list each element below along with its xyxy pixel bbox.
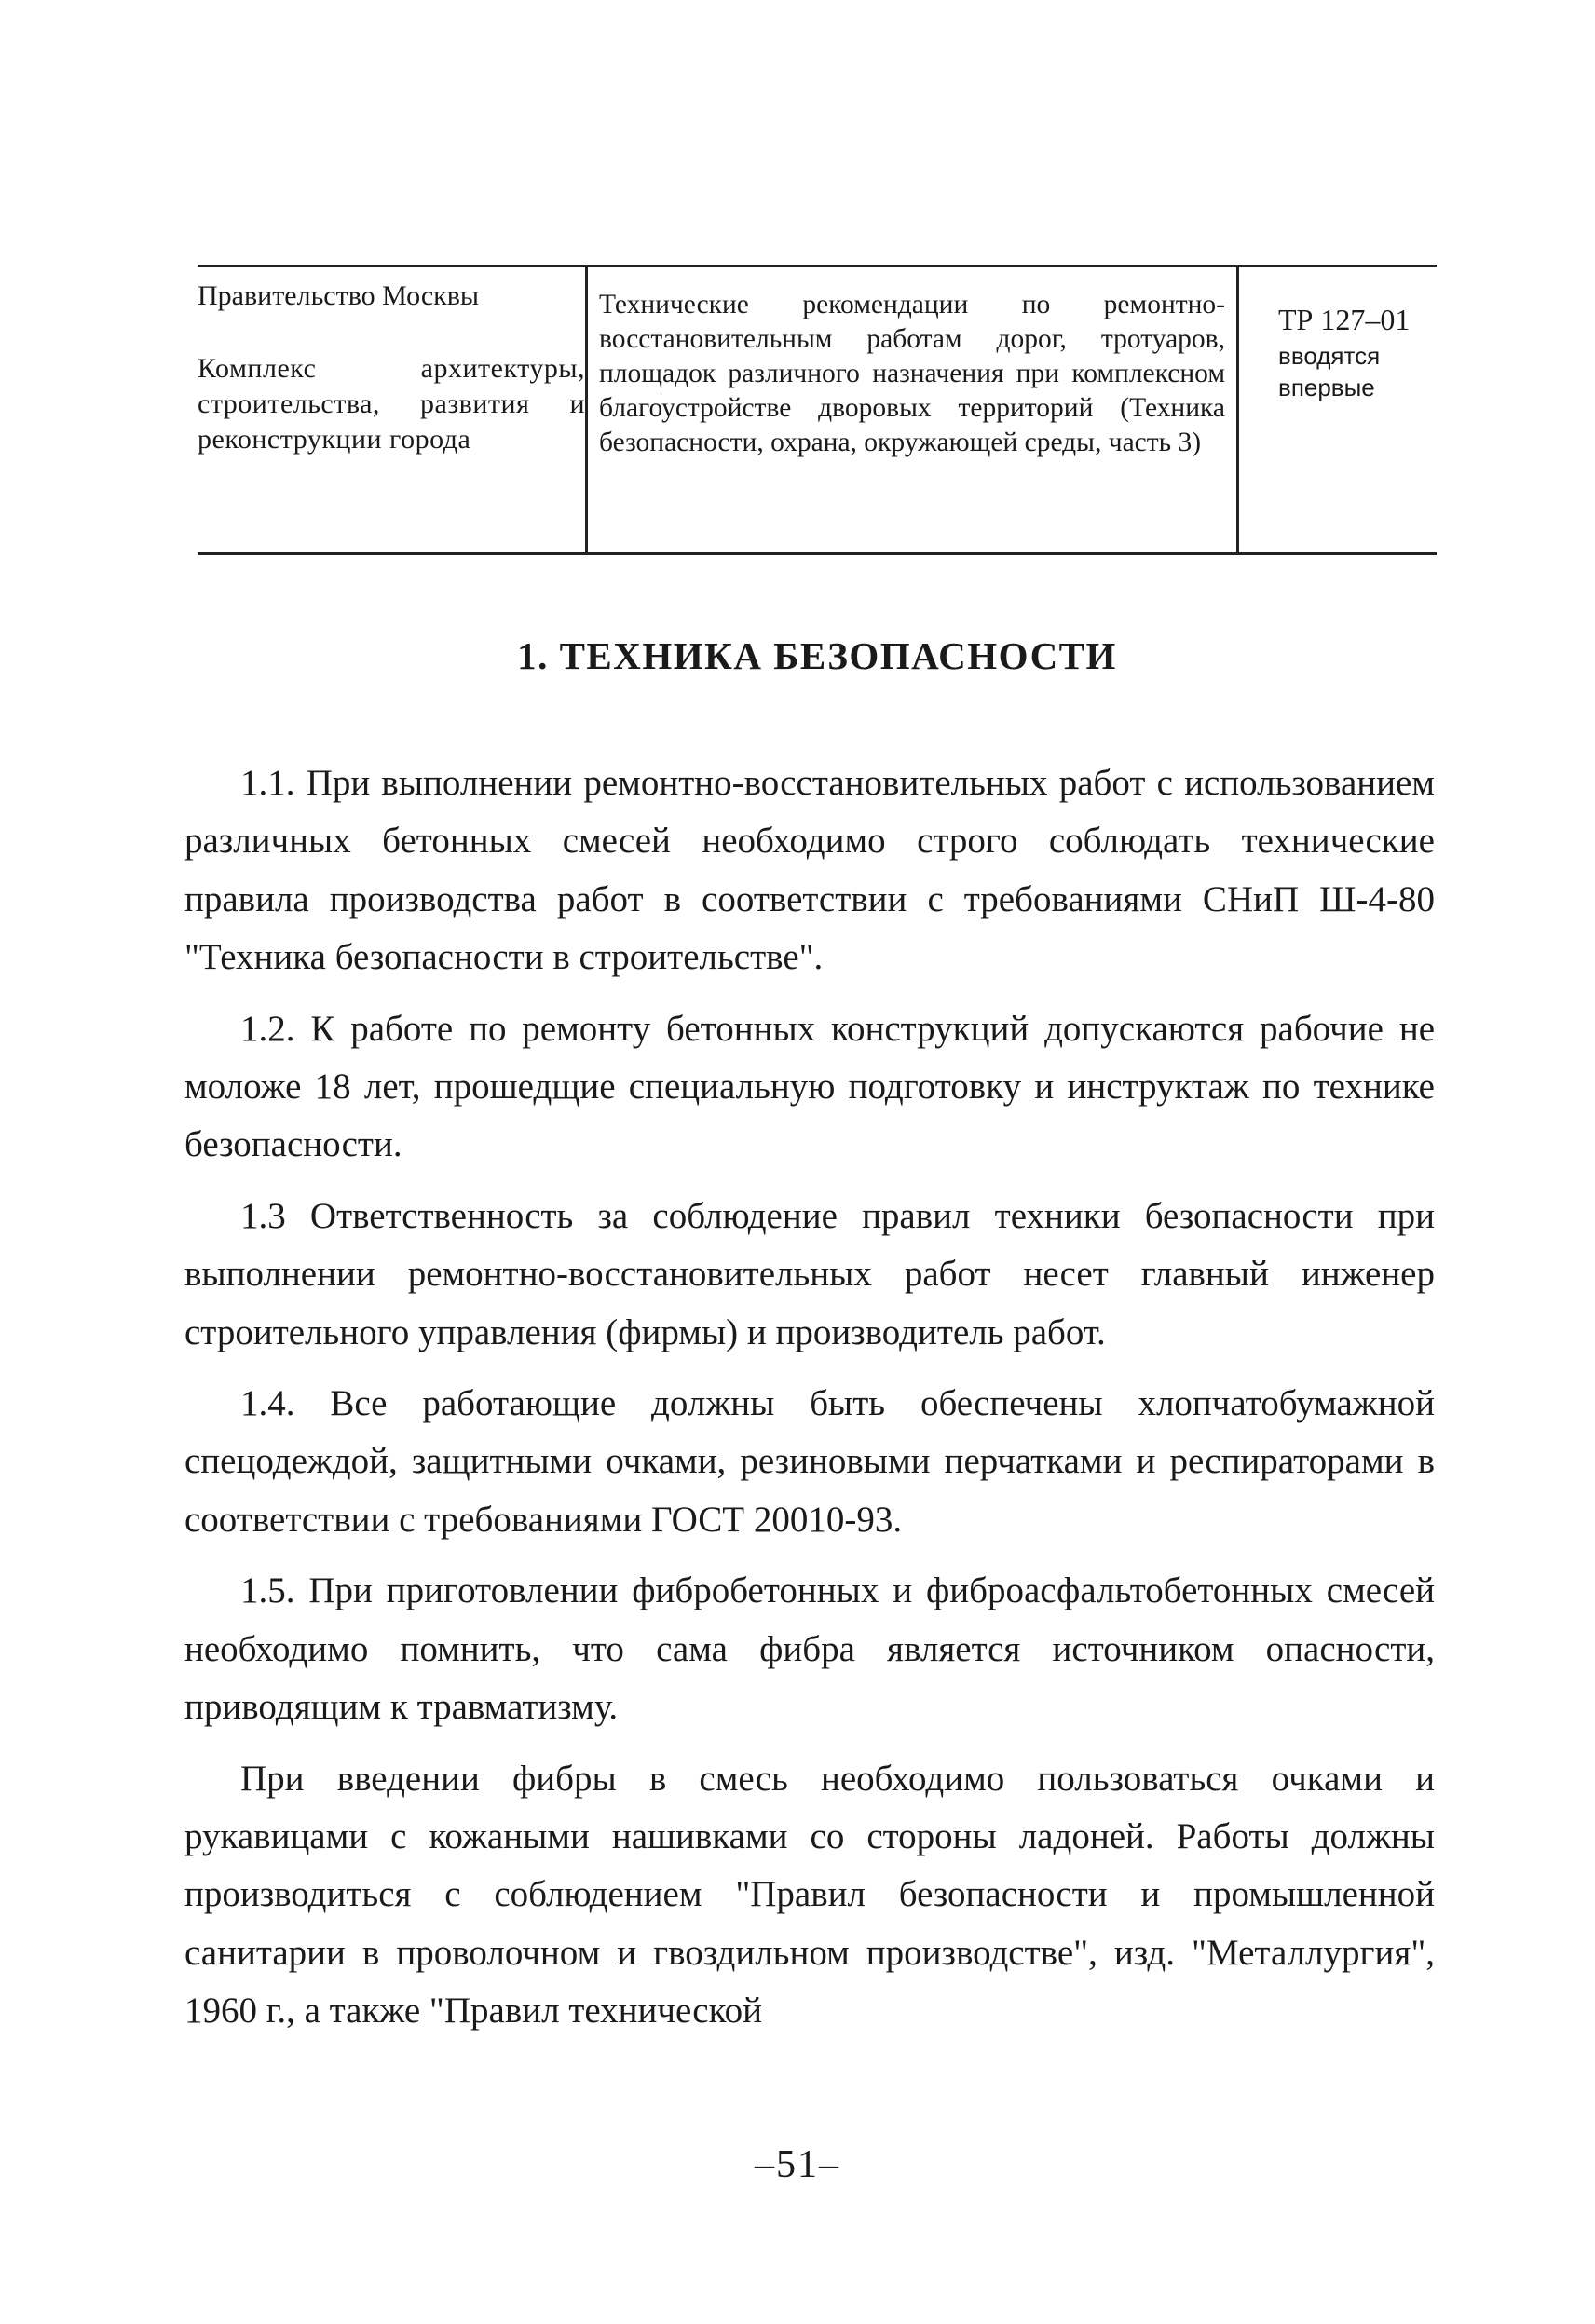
section-heading: 1. ТЕХНИКА БЕЗОПАСНОСТИ — [517, 634, 1117, 677]
organization-name: Правительство Москвы — [198, 280, 480, 311]
paragraph-1-4: 1.4. Все работающие должны быть обеспечены хлопчатобумажной спецодеждой, защитными очками, резиновыми перчатками и респираторами в соответствии с требованиями ГОСТ 20010-93. — [184, 1383, 1435, 1540]
document-status: вводятся впервые — [1278, 342, 1381, 401]
paragraph-fiber-note: При введении фибры в смесь необходимо пользоваться очками и рукавицами с кожаными нашивками со стороны ладоней. Работы должны производиться с соблюдением "Правил безопасности и промышленной санитарии в проволочном и гвоздильном производстве", изд. "Металлургия", 1960 г., а также "Правил технической — [184, 1758, 1435, 2032]
header-title-cell — [585, 267, 1239, 552]
paragraph-1-3: 1.3 Ответственность за соблюдение правил техники безопасности при выполнении ремонтно-восстановительных работ несет главный инженер строительного управления (фирмы) и производитель работ. — [184, 1195, 1435, 1352]
header-code-cell — [1239, 267, 1437, 552]
body-text — [184, 754, 1435, 2041]
header-organization-cell — [198, 267, 585, 552]
document-code: ТР 127–01 — [1278, 303, 1411, 336]
document-title: Технические рекомендации по ремонтно-восстановительным работам дорог, тротуаров, площадок различного назначения при комплексном благоустройстве дворовых территорий (Техника безопасности, охрана, окружающей среды, часть 3) — [599, 290, 1225, 457]
page-number: –51– — [755, 2143, 840, 2186]
organization-complex: Комплекс архитектуры, строительства, развития и реконструкции города — [198, 353, 585, 455]
paragraph-1-1: 1.1. При выполнении ремонтно-восстановительных работ с использованием различных бетонных смесей необходимо строго соблюдать технические правила производства работ в соответствии с требованиями СНиП Ш-4-80 "Техника безопасности в строительстве". — [184, 763, 1435, 978]
document-header-table — [198, 265, 1437, 555]
paragraph-1-5: 1.5. При приготовлении фибробетонных и фиброасфальтобетонных смесей необходимо помнить, что сама фибра является источником опасности, приводящим к травматизму. — [184, 1570, 1435, 1728]
paragraph-1-2: 1.2. К работе по ремонту бетонных конструкций допускаются рабочие не моложе 18 лет, прошедщие специальную подготовку и инструктаж по технике безопасности. — [184, 1008, 1435, 1165]
